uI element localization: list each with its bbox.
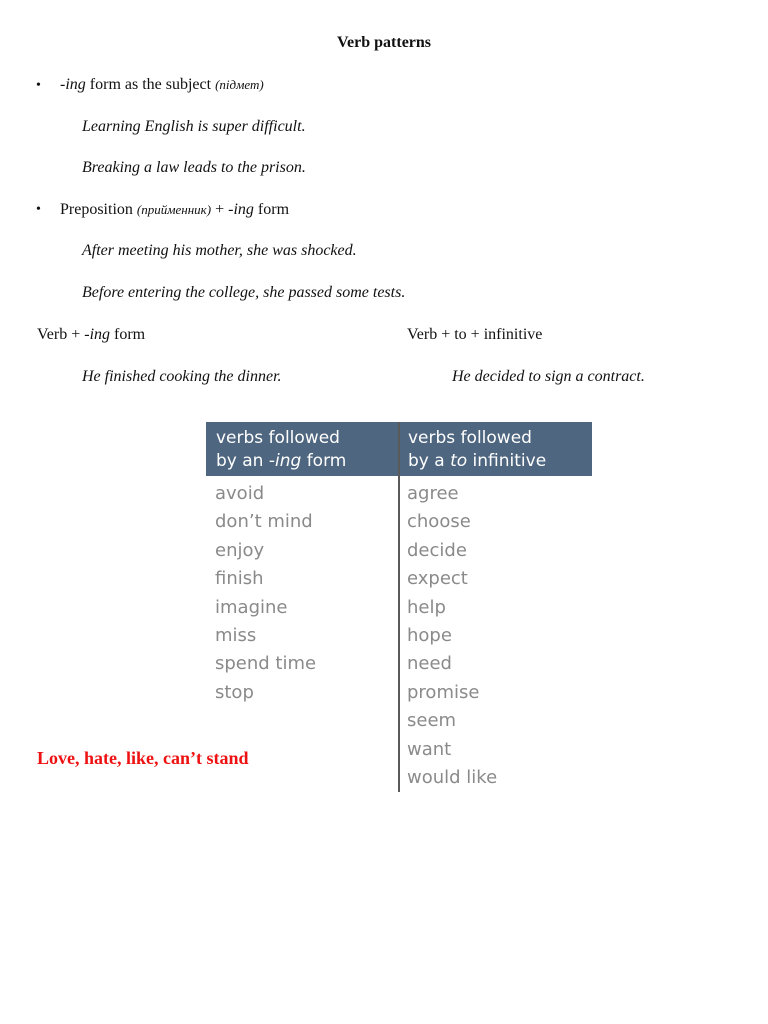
infinitive-verb-item: hope: [407, 624, 452, 646]
header-right-line2-b: infinitive: [467, 451, 547, 471]
section2-form: form: [253, 201, 290, 218]
infinitive-verb-item: help: [407, 596, 446, 618]
ing-verb-item: avoid: [215, 483, 265, 504]
ing-verb-item: spend time: [215, 653, 317, 675]
left-column-example: He finished cooking the dinner.: [82, 368, 282, 385]
right-column-example: He decided to sign a contract.: [452, 368, 645, 385]
left-heading-a: Verb + -: [37, 326, 90, 343]
header-right-line1: verbs followed: [408, 428, 532, 448]
ing-verb-item: miss: [215, 624, 257, 646]
infinitive-verb-item: need: [407, 653, 452, 675]
left-column-heading: [37, 326, 145, 344]
ing-verb-item: don’t mind: [215, 511, 313, 533]
left-heading-ing: ing: [89, 326, 111, 343]
verb-table: [206, 422, 592, 794]
ing-verb-item: stop: [215, 681, 254, 703]
page-title: Verb patterns: [336, 34, 432, 51]
infinitive-verb-item: agree: [407, 483, 459, 504]
infinitive-verb-item: choose: [407, 511, 471, 533]
header-right: [408, 427, 546, 473]
section2-heading: [60, 201, 289, 219]
header-left: [216, 427, 346, 473]
section1-note: (підмет): [215, 77, 264, 92]
section2-note: (прийменник): [136, 202, 212, 217]
header-left-line2-b: form: [301, 451, 347, 471]
header-right-line2-a: by a: [408, 451, 451, 471]
header-right-line2: [408, 450, 546, 473]
red-note: Love, hate, like, can’t stand: [37, 748, 249, 768]
section2-plus: + -: [211, 201, 234, 218]
header-right-line2-to: to: [450, 451, 468, 471]
section2-ing: ing: [233, 201, 254, 218]
column-divider: [398, 422, 400, 792]
header-left-line1: verbs followed: [216, 428, 340, 448]
header-left-line2: [216, 450, 346, 473]
ing-verb-item: enjoy: [215, 539, 265, 561]
right-column-heading: Verb + to + infinitive: [407, 326, 543, 343]
infinitive-verb-item: promise: [407, 681, 480, 703]
section1-example-1: Learning English is super difficult.: [82, 118, 306, 135]
infinitive-verb-item: expect: [407, 568, 468, 590]
infinitive-verb-item: want: [407, 738, 452, 760]
infinitive-verb-item: decide: [407, 539, 467, 561]
bullet-1: •: [36, 78, 41, 93]
section1-example-2: Breaking a law leads to the prison.: [82, 159, 306, 176]
ing-verb-item: finish: [215, 568, 264, 590]
infinitive-verb-item: seem: [407, 710, 457, 732]
bullet-2: •: [36, 202, 41, 217]
ing-verbs-list: [215, 480, 316, 707]
section1-heading: [60, 76, 264, 94]
ing-verb-item: imagine: [215, 596, 288, 618]
infinitive-verb-item: would like: [407, 766, 498, 788]
left-heading-b: form: [110, 326, 146, 343]
section2-text: Preposition: [60, 201, 137, 218]
section2-example-2: Before entering the college, she passed some tests.: [82, 284, 406, 301]
section2-example-1: After meeting his mother, she was shocked.: [82, 242, 357, 259]
section1-ing: -ing: [60, 76, 86, 93]
section1-text: form as the subject: [85, 76, 216, 93]
infinitive-verbs-list: [407, 480, 497, 792]
header-left-line2-ing: ing: [275, 451, 302, 471]
header-left-line2-a: by an -: [216, 451, 275, 471]
